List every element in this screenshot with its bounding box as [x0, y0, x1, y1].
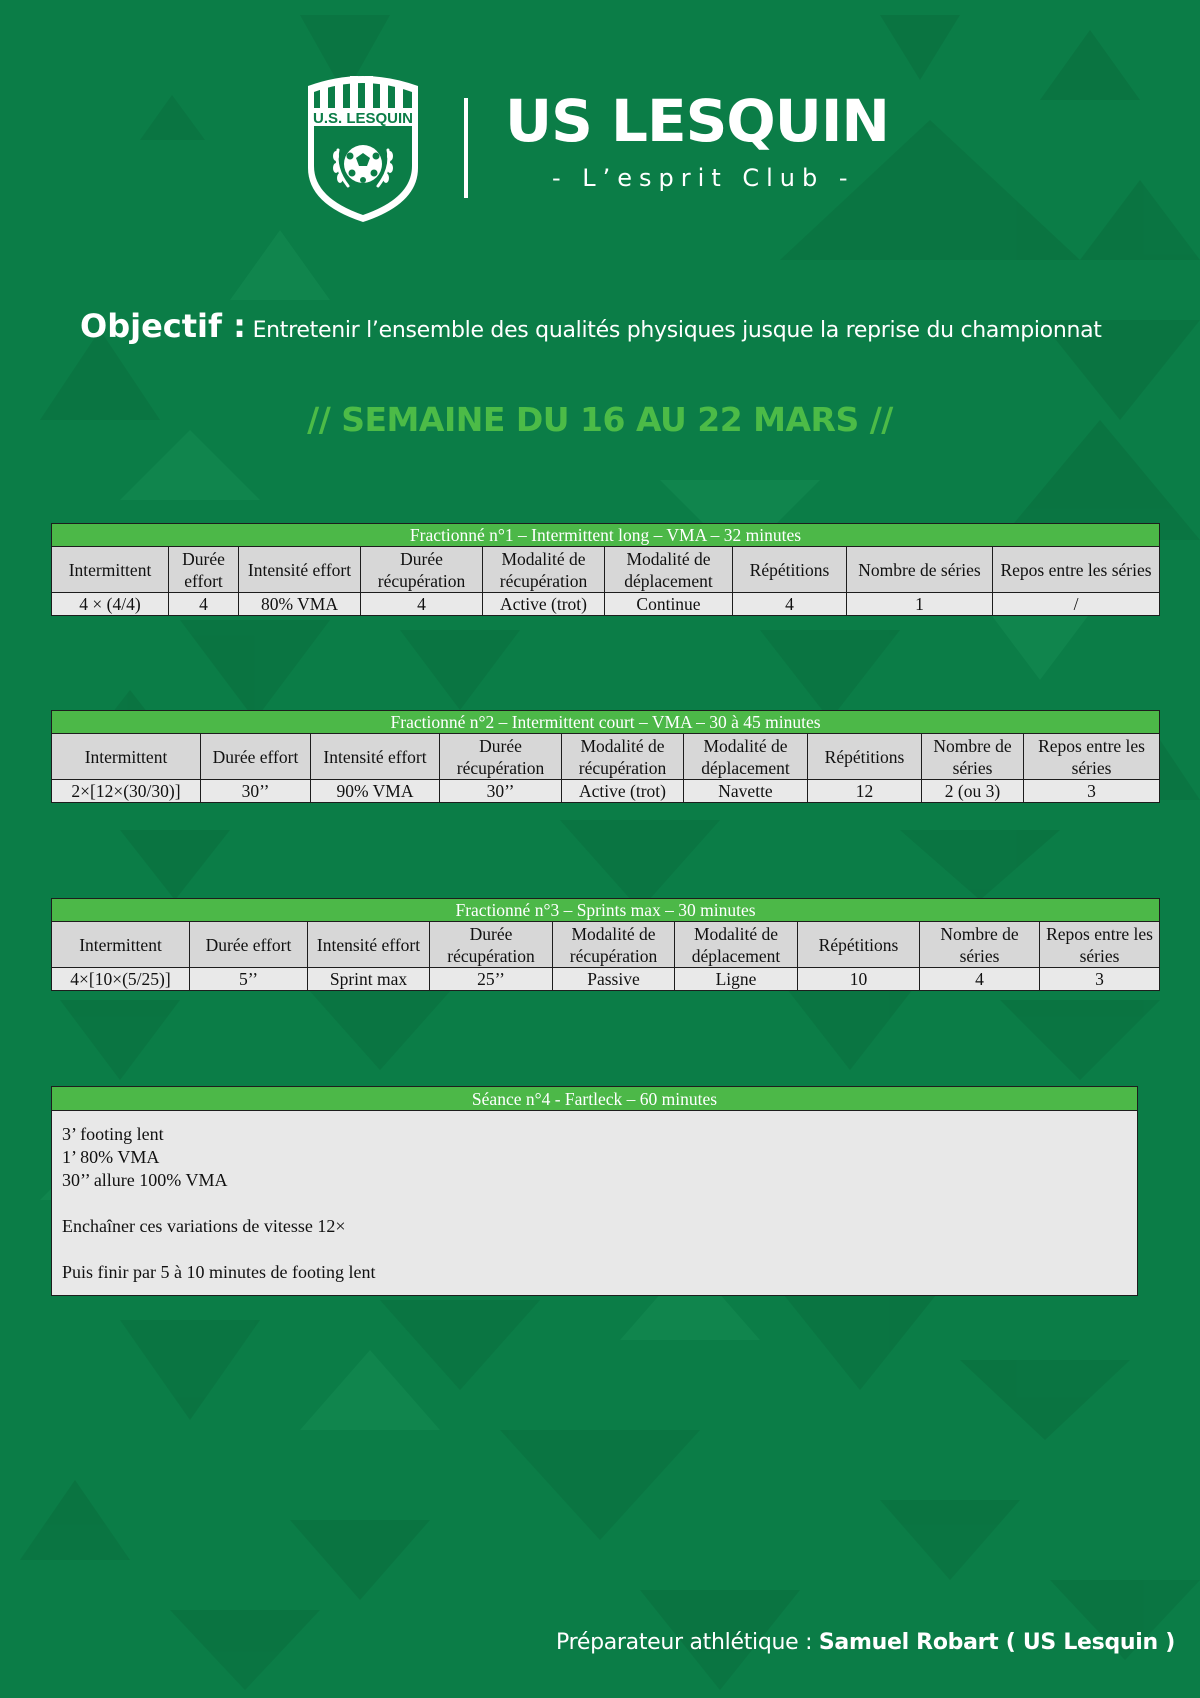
value-cell: 4: [361, 593, 483, 616]
header-cell: Durée effort: [201, 734, 311, 780]
objective-text: Entretenir l’ensemble des qualités physiques jusque la reprise du championnat: [245, 318, 1102, 343]
header-cell: Intensité effort: [308, 922, 430, 968]
header-cell: Nombre de séries: [922, 734, 1024, 780]
header-cell: Durée récupération: [361, 547, 483, 593]
header-cell: Répétitions: [798, 922, 920, 968]
value-cell: 4 × (4/4): [52, 593, 169, 616]
value-cell: /: [993, 593, 1160, 616]
session-3-table: [51, 898, 1160, 991]
header-cell: Durée récupération: [440, 734, 562, 780]
session-2-table: [51, 710, 1160, 803]
header-cell: Durée effort: [169, 547, 239, 593]
header-cell: Modalité de déplacement: [675, 922, 798, 968]
session-4-box: [51, 1086, 1138, 1296]
session-4-title: Séance n°4 - Fartleck – 60 minutes: [52, 1087, 1137, 1111]
header-cell: Répétitions: [808, 734, 922, 780]
header-cell: Nombre de séries: [920, 922, 1040, 968]
header-cell: Durée récupération: [430, 922, 553, 968]
club-crest-logo: [300, 72, 426, 224]
club-tagline: - L’esprit Club -: [552, 164, 855, 192]
value-cell: 4: [733, 593, 847, 616]
session-4-finish: Puis finir par 5 à 10 minutes de footing lent: [62, 1262, 376, 1282]
objective-label: Objectif :: [80, 307, 246, 345]
header-cell: Intensité effort: [239, 547, 361, 593]
value-cell: 4: [169, 593, 239, 616]
value-cell: 4: [920, 968, 1040, 991]
session-3-title: Fractionné n°3 – Sprints max – 30 minutes: [52, 899, 1160, 922]
session-4-line: 1’ 80% VMA: [62, 1147, 160, 1167]
session-4-repeat: Enchaîner ces variations de vitesse 12×: [62, 1216, 346, 1236]
session-4-line: 30’’ allure 100% VMA: [62, 1170, 228, 1190]
header-cell: Intermittent: [52, 734, 201, 780]
value-cell: 25’’: [430, 968, 553, 991]
value-cell: 12: [808, 780, 922, 803]
value-cell: 2×[12×(30/30)]: [52, 780, 201, 803]
header-cell: Intermittent: [52, 547, 169, 593]
value-cell: Navette: [684, 780, 808, 803]
week-title: // SEMAINE DU 16 AU 22 MARS //: [307, 400, 893, 439]
header-cell: Durée effort: [190, 922, 308, 968]
header-cell: Modalité de déplacement: [684, 734, 808, 780]
header-cell: Repos entre les séries: [993, 547, 1160, 593]
value-cell: 90% VMA: [311, 780, 440, 803]
header-cell: Modalité de déplacement: [605, 547, 733, 593]
header-cell: Modalité de récupération: [553, 922, 675, 968]
value-cell: 2 (ou 3): [922, 780, 1024, 803]
session-1-title: Fractionné n°1 – Intermittent long – VMA – 32 minutes: [52, 524, 1160, 547]
footer-name: Samuel Robart ( US Lesquin ): [818, 1630, 1175, 1655]
footer-credit: [556, 1630, 1175, 1655]
header-divider: [464, 98, 468, 198]
header-cell: Intensité effort: [311, 734, 440, 780]
session-4-line: 3’ footing lent: [62, 1124, 164, 1144]
header-cell: Intermittent: [52, 922, 190, 968]
value-cell: 1: [847, 593, 993, 616]
value-cell: 3: [1024, 780, 1160, 803]
value-cell: 80% VMA: [239, 593, 361, 616]
header-cell: Modalité de récupération: [483, 547, 605, 593]
svg-text:U.S. LESQUIN: U.S. LESQUIN: [312, 110, 414, 127]
value-cell: Active (trot): [483, 593, 605, 616]
footer-label: Préparateur athlétique :: [556, 1630, 819, 1655]
value-cell: Continue: [605, 593, 733, 616]
value-cell: 5’’: [190, 968, 308, 991]
header-cell: Nombre de séries: [847, 547, 993, 593]
session-2-title: Fractionné n°2 – Intermittent court – VMA – 30 à 45 minutes: [52, 711, 1160, 734]
value-cell: 3: [1040, 968, 1160, 991]
session-4-body: [52, 1111, 1137, 1284]
value-cell: 30’’: [201, 780, 311, 803]
header-cell: Repos entre les séries: [1040, 922, 1160, 968]
objective: [80, 307, 1180, 345]
header-cell: Répétitions: [733, 547, 847, 593]
value-cell: 10: [798, 968, 920, 991]
value-cell: Ligne: [675, 968, 798, 991]
value-cell: Sprint max: [308, 968, 430, 991]
session-1-table: [51, 523, 1160, 616]
value-cell: 30’’: [440, 780, 562, 803]
header-cell: Modalité de récupération: [562, 734, 684, 780]
value-cell: 4×[10×(5/25)]: [52, 968, 190, 991]
value-cell: Passive: [553, 968, 675, 991]
club-name: US LESQUIN: [505, 87, 889, 155]
header-cell: Repos entre les séries: [1024, 734, 1160, 780]
value-cell: Active (trot): [562, 780, 684, 803]
